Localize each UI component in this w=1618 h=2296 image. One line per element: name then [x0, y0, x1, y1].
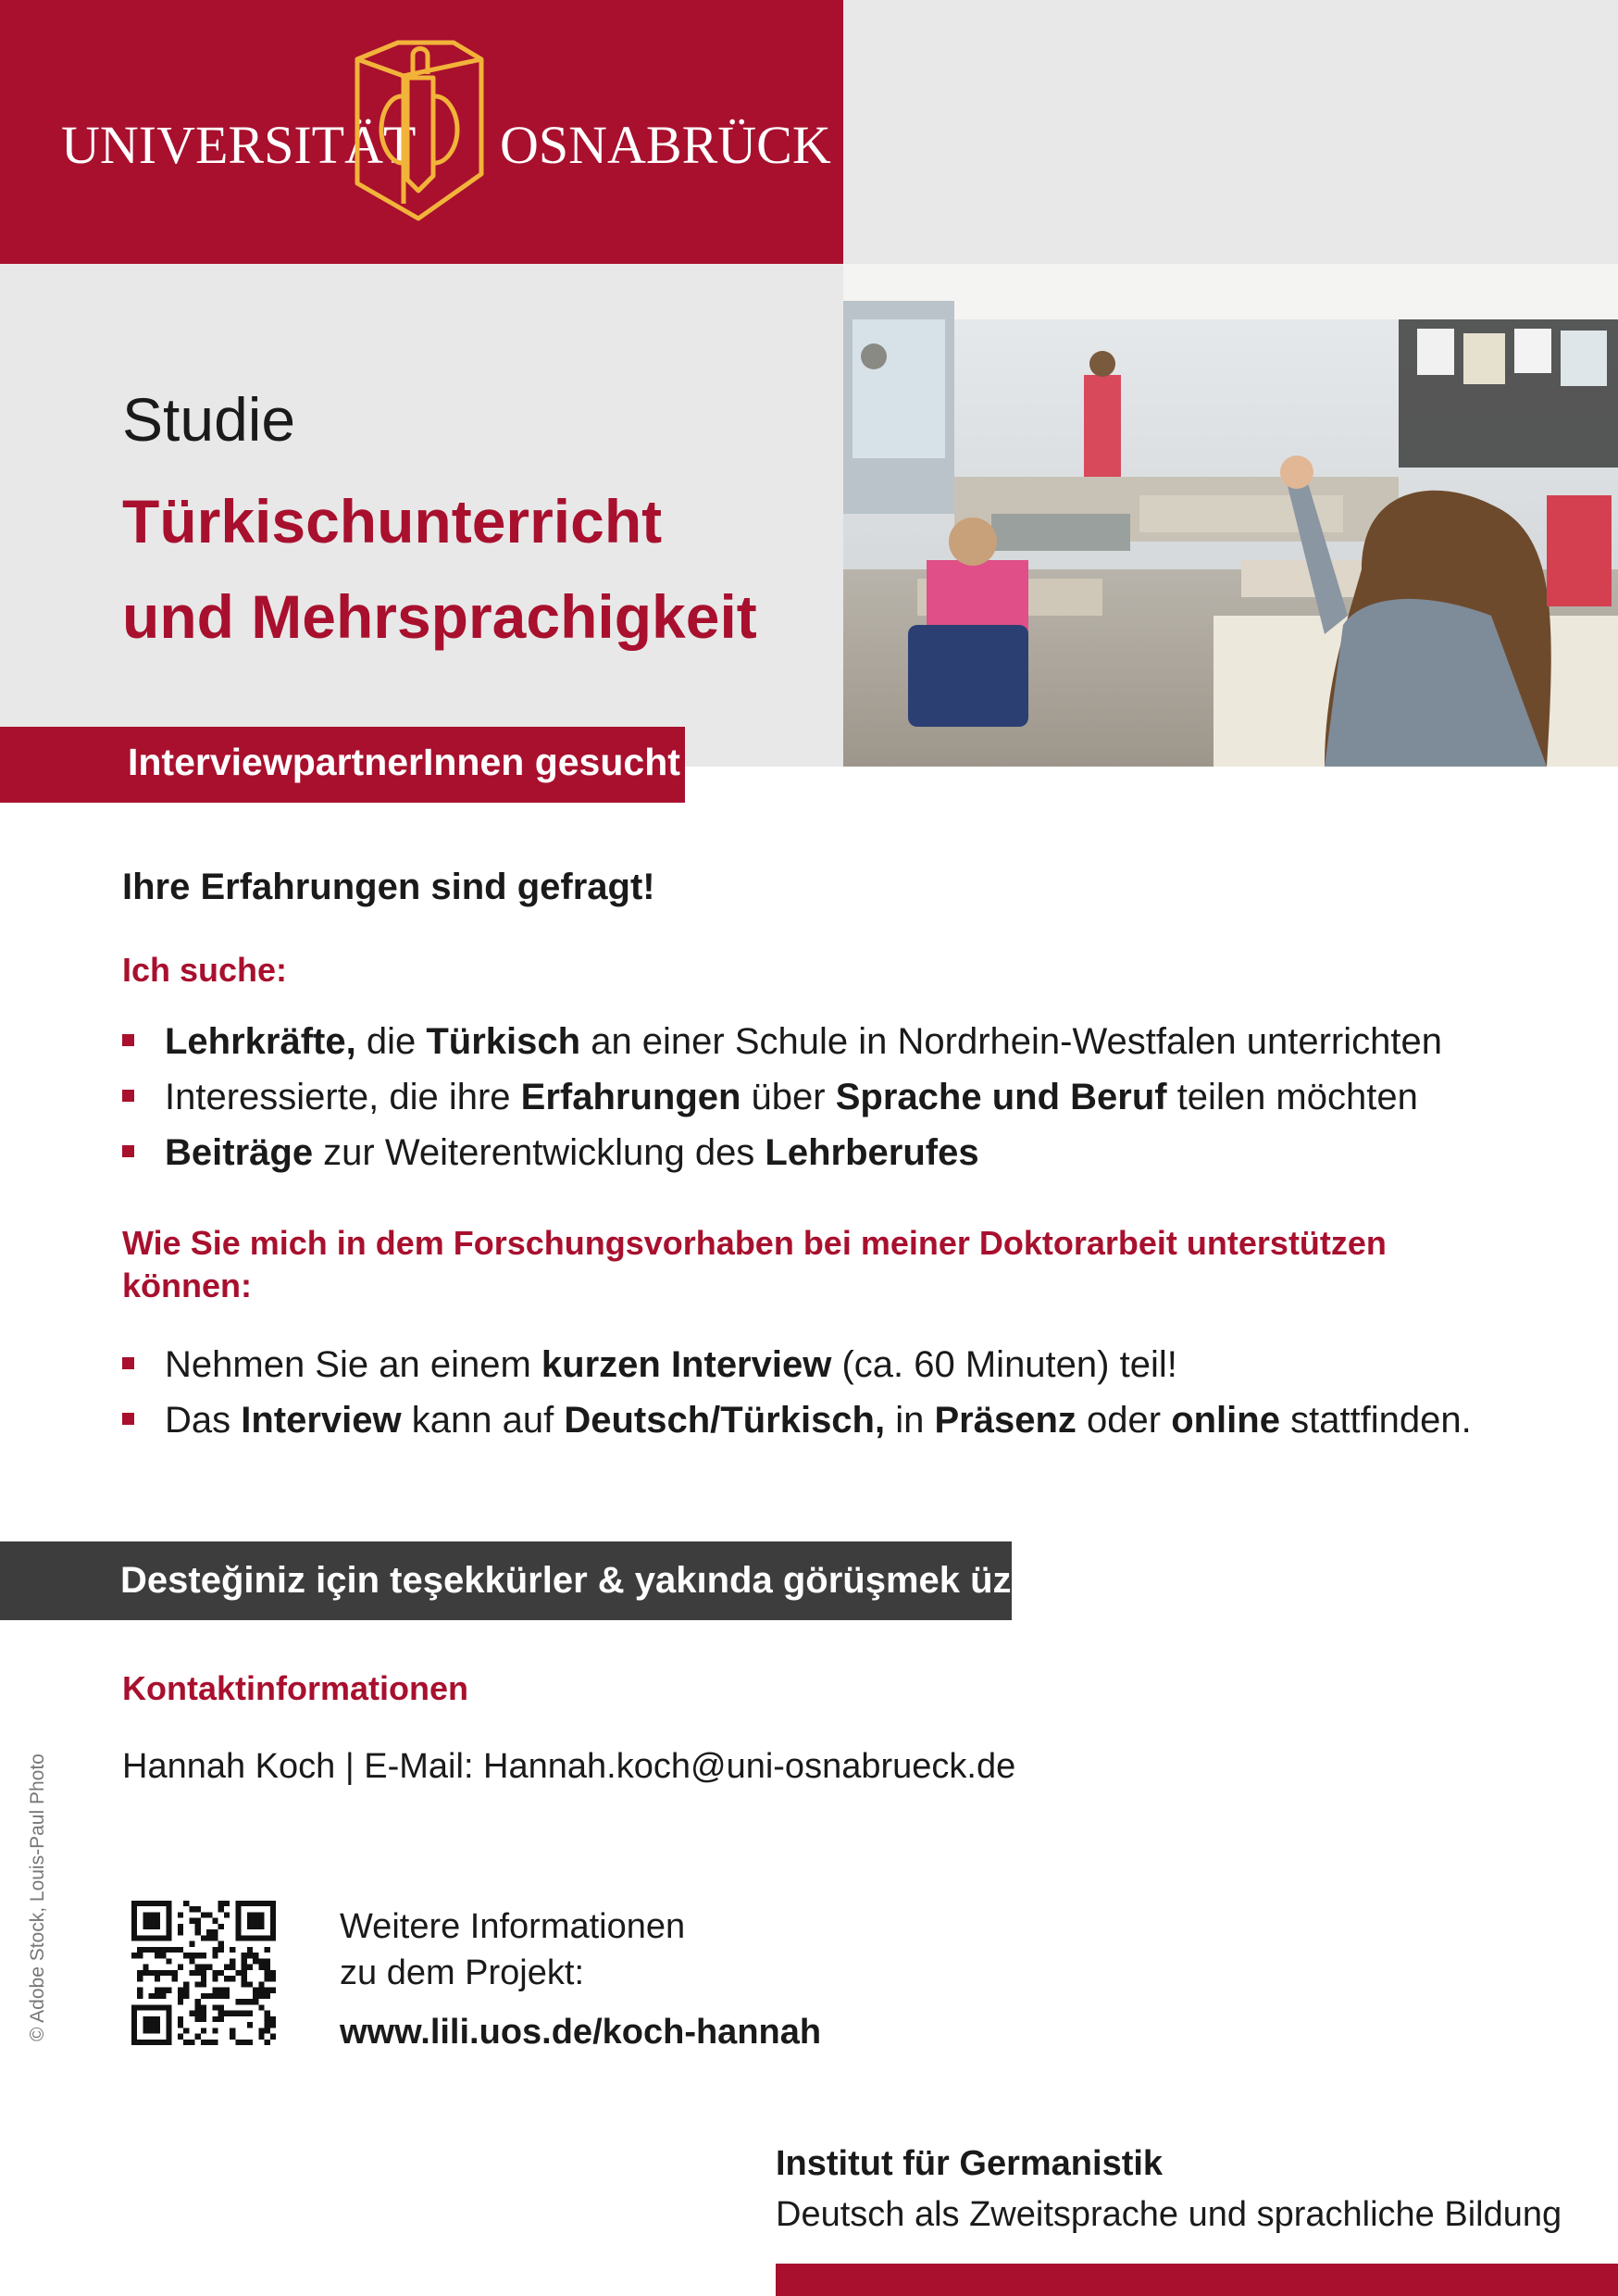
support-heading: Wie Sie mich in dem Forschungsvorhaben bei meiner Doktorarbeit unterstützen können: — [122, 1224, 1387, 1304]
institute-name: Institut für Germanistik — [776, 2144, 1164, 2183]
square-bullet-icon — [122, 1357, 134, 1369]
title-line-2: und Mehrsprachigkeit — [122, 582, 757, 651]
classroom-photo-illustration — [843, 264, 1618, 767]
contact-heading: Kontaktinformationen — [122, 1669, 468, 1707]
header-grey-area — [843, 0, 1618, 264]
title-kicker: Studie — [122, 385, 296, 454]
classroom-photo — [843, 264, 1618, 767]
logo-text-right: OSNABRÜCK — [500, 115, 831, 175]
search-item — [165, 1079, 1418, 1116]
square-bullet-icon — [122, 1413, 134, 1425]
emphasis-text: Erfahrungen — [520, 1077, 741, 1117]
body-text: oder — [1076, 1400, 1172, 1441]
emphasis-text: Interview — [241, 1400, 402, 1441]
emphasis-text: Präsenz — [934, 1400, 1077, 1441]
body-text: zur Weiterentwicklung des — [313, 1132, 765, 1173]
emphasis-text: Beiträge — [165, 1132, 314, 1173]
emphasis-text: kurzen Interview — [541, 1344, 832, 1385]
thanks-banner-text: Desteğiniz için teşekkürler & yakında görüşmek üzere! — [120, 1560, 1079, 1601]
search-item — [165, 1134, 979, 1171]
more-info-line-1: Weitere Informationen — [340, 1907, 686, 1946]
recruitment-banner-text: InterviewpartnerInnen gesucht — [128, 741, 680, 783]
body-text: über — [741, 1077, 836, 1117]
emphasis-text: Türkisch — [426, 1021, 581, 1062]
institute-department: Deutsch als Zweitsprache und sprachliche Bildung — [776, 2195, 1562, 2234]
emphasis-text: online — [1171, 1400, 1280, 1441]
emphasis-text: Lehrkräfte, — [165, 1021, 356, 1062]
footer-bar — [776, 2264, 1618, 2296]
university-logo — [0, 0, 843, 264]
title-line-1: Türkischunterricht — [122, 487, 663, 555]
body-text: an einer Schule in Nordrhein-Westfalen unterrichten — [580, 1021, 1442, 1062]
body-text: (ca. 60 Minuten) teil! — [831, 1344, 1177, 1385]
square-bullet-icon — [122, 1090, 134, 1102]
square-bullet-icon — [122, 1034, 134, 1046]
university-emblem-icon — [344, 37, 492, 222]
body-text: Interessierte, die ihre — [165, 1077, 521, 1117]
more-info-line-2: zu dem Projekt: — [340, 1953, 584, 1992]
body-text: in — [885, 1400, 935, 1441]
support-item — [165, 1402, 1472, 1439]
qr-code-icon — [131, 1901, 276, 2045]
support-item — [165, 1346, 1177, 1383]
logo-text-left: UNIVERSITÄT — [61, 115, 417, 175]
body-text: Nehmen Sie an einem — [165, 1344, 541, 1385]
emphasis-text: Lehrberufes — [765, 1132, 979, 1173]
contact-line: Hannah Koch | E-Mail: Hannah.koch@uni-osnabrueck.de — [122, 1747, 1016, 1786]
emphasis-text: Sprache und Beruf — [835, 1077, 1167, 1117]
body-text: stattfinden. — [1279, 1400, 1472, 1441]
square-bullet-icon — [122, 1145, 134, 1157]
search-item — [165, 1023, 1442, 1060]
body-text: teilen möchten — [1166, 1077, 1418, 1117]
search-heading: Ich suche: — [122, 951, 288, 989]
body-text: Das — [165, 1400, 242, 1441]
body-text: kann auf — [401, 1400, 565, 1441]
project-link[interactable]: www.lili.uos.de/koch-hannah — [340, 2013, 822, 2052]
emphasis-text: Deutsch/Türkisch, — [564, 1400, 886, 1441]
intro-heading: Ihre Erfahrungen sind gefragt! — [122, 867, 655, 907]
body-text: die — [355, 1021, 427, 1062]
photo-credit: © Adobe Stock, Louis-Paul Photo — [27, 1753, 48, 2041]
